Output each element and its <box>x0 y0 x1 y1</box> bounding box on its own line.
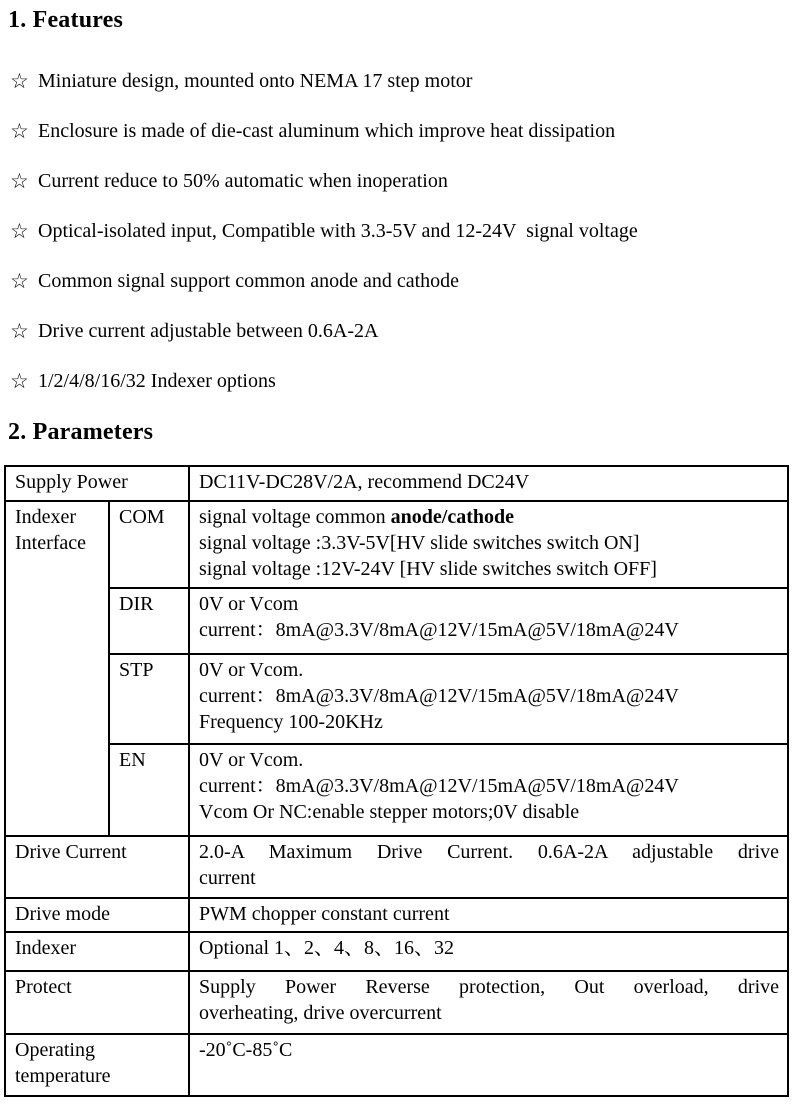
en-label: EN <box>109 744 189 836</box>
feature-text: 1/2/4/8/16/32 Indexer options <box>38 370 276 392</box>
table-row-stp <box>5 654 788 744</box>
feature-text: Current reduce to 50% automatic when inoperation <box>38 170 448 192</box>
dir-value <box>189 588 788 654</box>
stp-value <box>189 654 788 744</box>
star-bullet-icon: ☆ <box>10 219 29 243</box>
operating-temperature-value: -20˚C-85˚C <box>189 1034 788 1096</box>
parameters-heading: 2. Parameters <box>8 419 154 445</box>
dir-value-line1: 0V or Vcom <box>199 593 299 615</box>
stp-label: STP <box>109 654 189 744</box>
feature-item <box>10 118 791 144</box>
drive-current-value <box>189 836 788 898</box>
drive-mode-label: Drive mode <box>5 898 189 932</box>
operating-temperature-label: Operating temperature <box>5 1034 189 1096</box>
com-value-line2: signal voltage :3.3V-5V[HV slide switches switch ON] <box>199 532 640 554</box>
table-row-dir <box>5 588 788 654</box>
table-row-drive-mode <box>5 898 788 932</box>
stp-value-line2: current：8mA@3.3V/8mA@12V/15mA@5V/18mA@24V <box>199 685 679 707</box>
star-bullet-icon: ☆ <box>10 119 29 143</box>
table-row-operating-temperature <box>5 1034 788 1096</box>
feature-item <box>10 318 791 344</box>
feature-text: Common signal support common anode and cathode <box>38 270 460 292</box>
table-row-indexer <box>5 932 788 971</box>
star-bullet-icon: ☆ <box>10 369 29 393</box>
com-label: COM <box>109 501 189 588</box>
indexer-value: Optional 1、2、4、8、16、32 <box>189 932 788 971</box>
supply-power-label: Supply Power <box>5 466 189 501</box>
star-bullet-icon: ☆ <box>10 319 29 343</box>
protect-value-line1: Supply Power Reverse protection, Out overload, drive <box>199 976 780 998</box>
drive-mode-value: PWM chopper constant current <box>189 898 788 932</box>
feature-text: Optical-isolated input, Compatible with 3.3-5V and 12-24V signal voltage <box>38 220 638 242</box>
table-row-en <box>5 744 788 836</box>
features-heading: 1. Features <box>8 7 124 33</box>
drive-current-value-line1: 2.0-A Maximum Drive Current. 0.6A-2A adjustable drive <box>199 841 780 863</box>
feature-item <box>10 218 791 244</box>
dir-value-line2: current：8mA@3.3V/8mA@12V/15mA@5V/18mA@24V <box>199 619 679 641</box>
en-value-line1: 0V or Vcom. <box>199 749 304 771</box>
star-bullet-icon: ☆ <box>10 169 29 193</box>
com-value <box>189 501 788 588</box>
feature-item <box>10 368 791 394</box>
star-bullet-icon: ☆ <box>10 269 29 293</box>
drive-current-value-line2: current <box>199 867 256 889</box>
stp-value-line3: Frequency 100-20KHz <box>199 711 383 733</box>
feature-text: Drive current adjustable between 0.6A-2A <box>38 320 379 342</box>
feature-item <box>10 68 791 94</box>
table-row-com <box>5 501 788 588</box>
indexer-label: Indexer <box>5 932 189 971</box>
indexer-interface-label: Indexer Interface <box>5 501 109 836</box>
protect-value <box>189 971 788 1034</box>
features-list <box>4 68 791 394</box>
star-bullet-icon: ☆ <box>10 69 29 93</box>
com-value-line1: signal voltage common anode/cathode <box>199 506 514 528</box>
supply-power-value: DC11V-DC28V/2A, recommend DC24V <box>189 466 788 501</box>
table-row-supply-power <box>5 466 788 501</box>
en-value <box>189 744 788 836</box>
parameters-table <box>4 465 789 1097</box>
com-value-line3: signal voltage :12V-24V [HV slide switches switch OFF] <box>199 558 657 580</box>
dir-label: DIR <box>109 588 189 654</box>
feature-item <box>10 268 791 294</box>
protect-label: Protect <box>5 971 189 1034</box>
table-row-drive-current <box>5 836 788 898</box>
com-bold-text: anode/cathode <box>390 506 514 528</box>
feature-text: Miniature design, mounted onto NEMA 17 step motor <box>38 70 473 92</box>
drive-current-label: Drive Current <box>5 836 189 898</box>
en-value-line2: current：8mA@3.3V/8mA@12V/15mA@5V/18mA@24V <box>199 775 679 797</box>
protect-value-line2: overheating, drive overcurrent <box>199 1002 442 1024</box>
feature-item <box>10 168 791 194</box>
table-row-protect <box>5 971 788 1034</box>
feature-text: Enclosure is made of die-cast aluminum which improve heat dissipation <box>38 120 616 142</box>
en-value-line3: Vcom Or NC:enable stepper motors;0V disable <box>199 801 580 823</box>
stp-value-line1: 0V or Vcom. <box>199 659 304 681</box>
